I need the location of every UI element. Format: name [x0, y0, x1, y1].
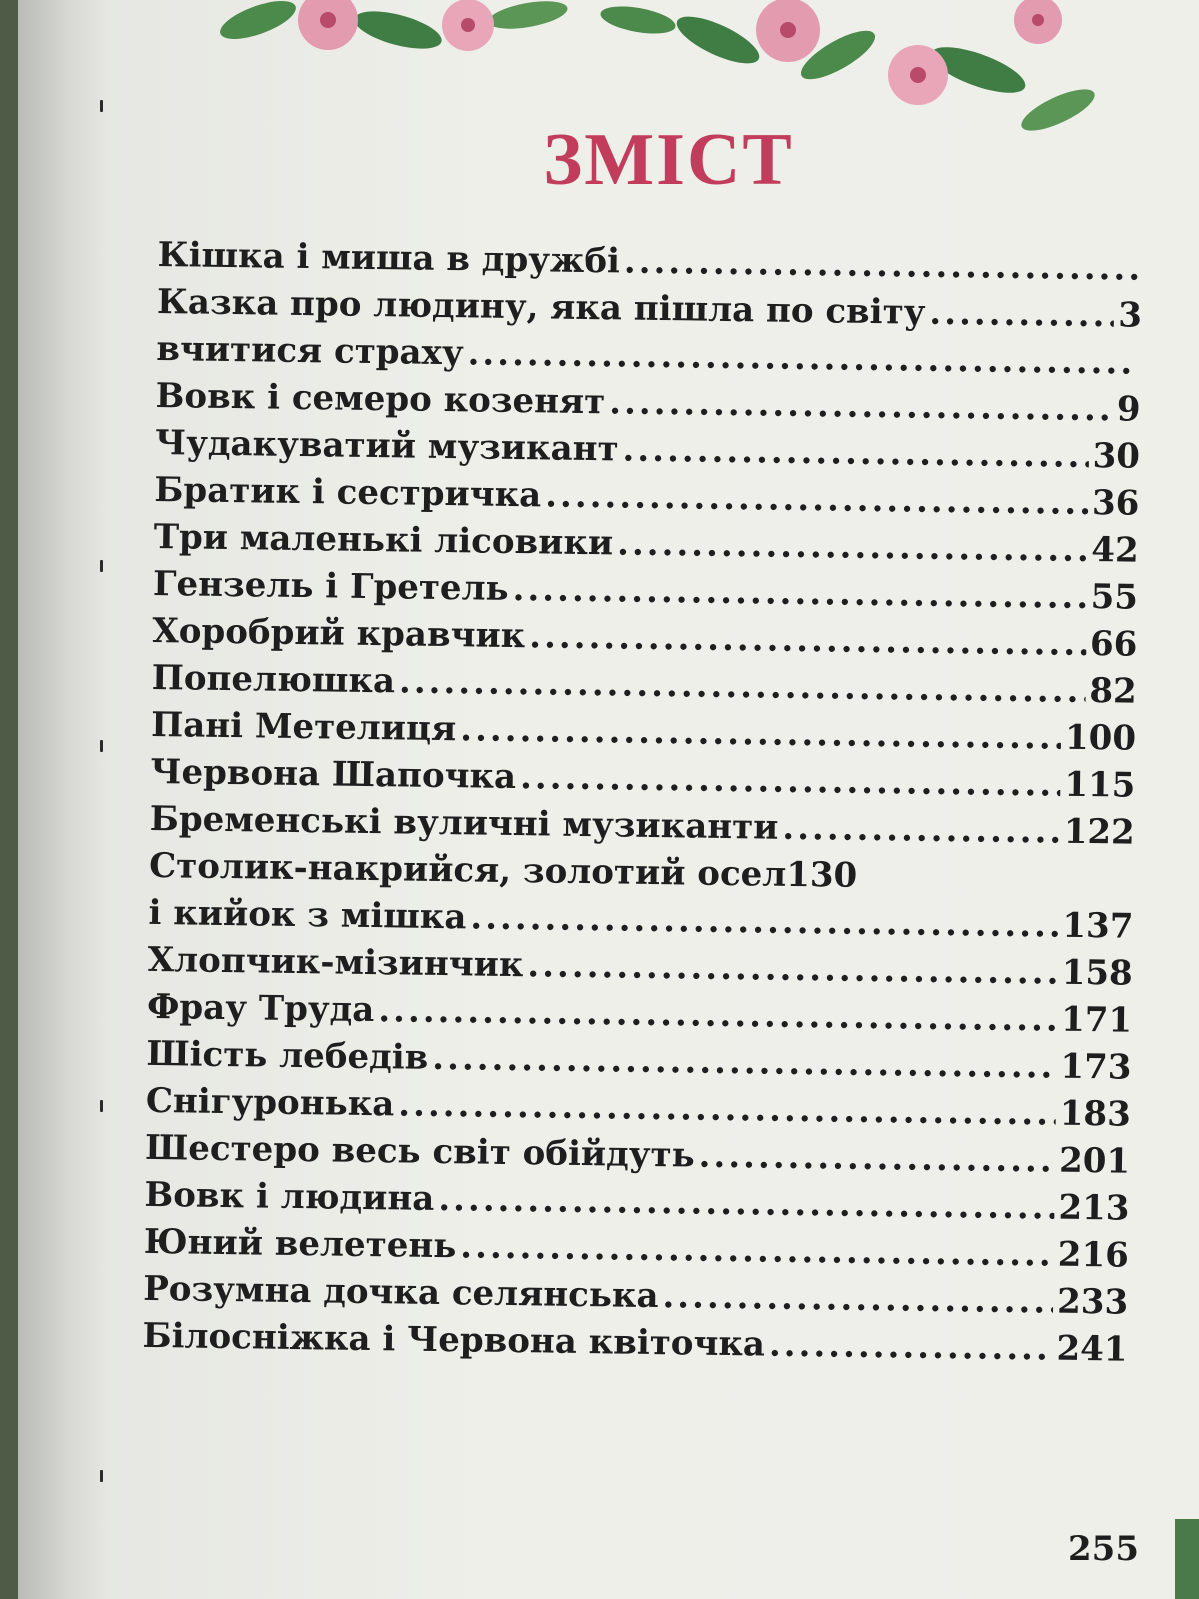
toc-entry-page: 3 — [1117, 295, 1143, 336]
binding-stitch — [100, 1100, 103, 1112]
book-spine — [18, 0, 108, 1599]
toc-entry-page: 115 — [1064, 764, 1136, 806]
toc-leader — [470, 894, 1059, 949]
toc-entry-page: 201 — [1058, 1140, 1131, 1182]
toc-entry-title: Пані Метелиця — [150, 704, 457, 750]
toc-entry-title: Гензель і Гретель — [152, 563, 509, 609]
toc-leader — [520, 754, 1061, 809]
toc-leader — [460, 706, 1061, 761]
toc-entry-page: 216 — [1057, 1234, 1130, 1276]
toc-entry-page: 158 — [1061, 952, 1134, 994]
binding-stitch — [100, 560, 103, 572]
toc-entry-title: Попелюшка — [151, 657, 396, 702]
page-title: ЗМІСТ — [543, 119, 794, 201]
toc-entry-title: Чудакуватий музикант — [154, 422, 619, 470]
toc-entry-title: Шестеро весь світ обійдуть — [144, 1127, 695, 1176]
toc-entry-page: 130 — [785, 854, 858, 896]
binding-stitch — [100, 1470, 103, 1482]
toc-entry-page: 66 — [1089, 624, 1138, 665]
toc-leader — [698, 1133, 1055, 1185]
toc-entry-title: Вовк і семеро козенят — [155, 375, 606, 423]
toc-leader — [782, 805, 1060, 856]
toc-entry-page: 233 — [1056, 1281, 1129, 1323]
toc-entry-title: Кішка і миша в дружбі — [157, 234, 621, 282]
toc-entry-page: 122 — [1063, 811, 1135, 853]
toc-leader — [529, 613, 1086, 668]
toc-leader — [460, 1223, 1054, 1278]
page-number: 255 — [1068, 1529, 1139, 1569]
toc-entry-title: і кийок з мішка — [148, 892, 467, 938]
toc-entry-title: Розумна дочка селянська — [142, 1268, 659, 1317]
toc-entry-title: Братик і сестричка — [154, 469, 542, 516]
toc-entry-title: вчитися страху — [156, 328, 464, 374]
toc-leader — [662, 1273, 1053, 1325]
toc-entry-title: Казка про людину, яка пішла по світу — [156, 281, 926, 333]
toc-entry-title: Бременські вуличні музиканти — [149, 798, 779, 848]
cover-edge — [1175, 1519, 1199, 1599]
toc-entry-title: Хоробрий кравчик — [152, 610, 526, 657]
toc-leader — [624, 239, 1139, 293]
toc-leader — [769, 1322, 1053, 1373]
toc-leader — [438, 1176, 1055, 1232]
toc-leader — [622, 427, 1089, 481]
toc-entry-page: 183 — [1059, 1093, 1132, 1135]
toc-entry-title: Снігуронька — [145, 1080, 395, 1125]
toc-leader — [512, 566, 1087, 621]
toc-leader — [609, 379, 1113, 433]
toc-leader — [929, 290, 1114, 340]
table-of-contents — [142, 232, 1143, 1374]
toc-entry-page: 241 — [1056, 1328, 1128, 1370]
toc-entry-page: 171 — [1060, 999, 1133, 1041]
toc-entry-page: 213 — [1058, 1187, 1130, 1229]
binding-stitch — [100, 100, 103, 112]
toc-entry-title: Білосніжка і Червона квіточка — [142, 1315, 766, 1365]
toc-leader — [527, 942, 1058, 996]
toc-entry-page: 137 — [1062, 905, 1134, 947]
toc-entry-page: 55 — [1090, 577, 1139, 618]
toc-entry-page: 30 — [1092, 436, 1141, 477]
binding-stitch — [100, 740, 103, 752]
toc-entry-page: 9 — [1116, 389, 1141, 430]
toc-entry-title: Вовк і людина — [144, 1174, 435, 1219]
toc-entry-page: 100 — [1064, 717, 1137, 759]
toc-entry-title: Столик-накрийся, золотий осел — [148, 845, 787, 895]
toc-entry-page: 82 — [1089, 671, 1137, 712]
toc-leader — [617, 520, 1088, 574]
toc-leader — [545, 472, 1088, 527]
toc-entry-title: Шість лебедів — [146, 1033, 429, 1078]
toc-entry-title: Фрау Труда — [146, 986, 375, 1031]
toc-entry-title: Хлопчик-мізинчик — [147, 939, 524, 986]
toc-entry-page: 36 — [1091, 483, 1140, 524]
toc-entry-title: Три маленькі лісовики — [153, 516, 614, 564]
toc-entry-title: Червона Шапочка — [150, 751, 517, 798]
book-page — [18, 0, 1199, 1599]
toc-entry-title: Юний велетень — [143, 1221, 457, 1267]
toc-entry-page: 173 — [1060, 1046, 1132, 1088]
toc-entry-page: 42 — [1091, 530, 1139, 571]
